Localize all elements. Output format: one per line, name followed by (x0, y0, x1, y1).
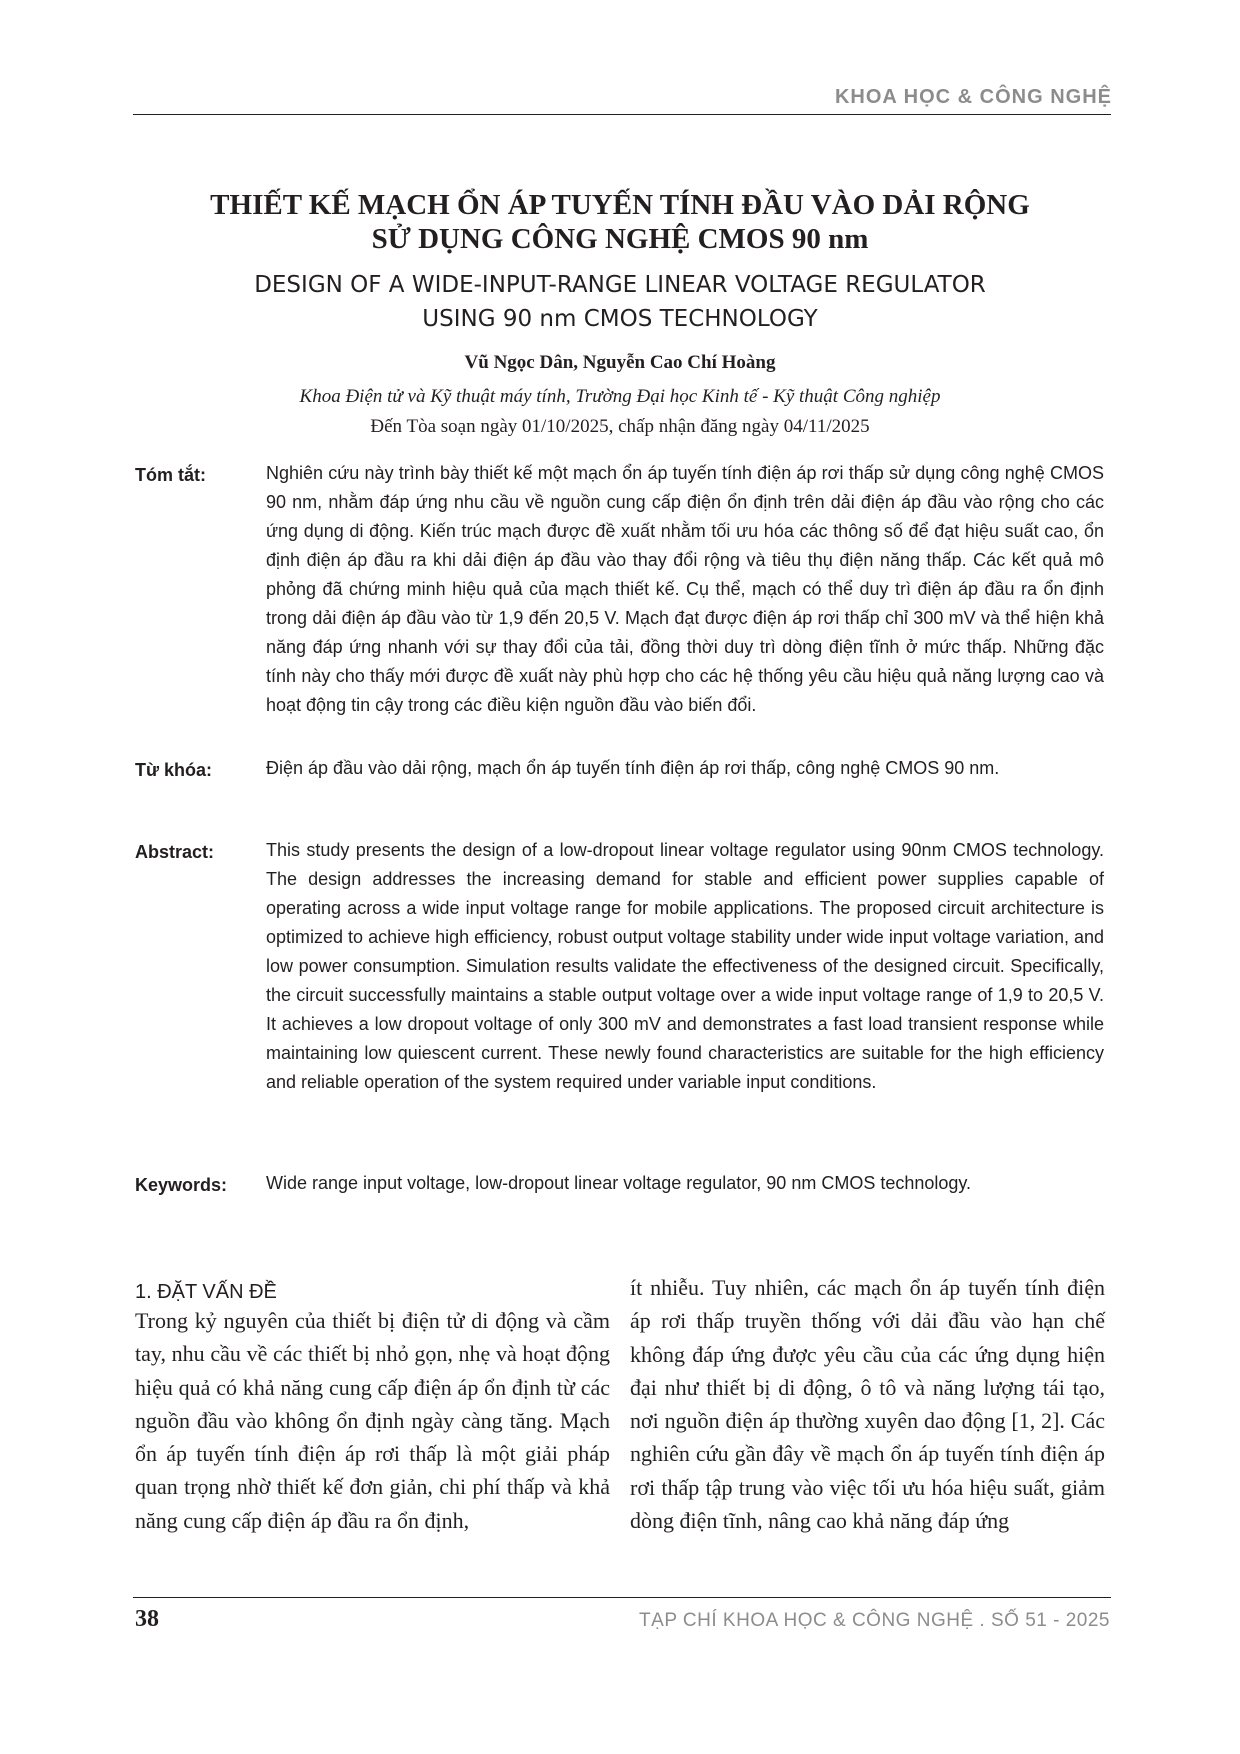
keywords-en-text: Wide range input voltage, low-dropout linear voltage regulator, 90 nm CMOS technology. (266, 1173, 972, 1193)
header-rule (133, 114, 1111, 115)
title-english (0, 268, 1240, 336)
submission-dates: Đến Tòa soạn ngày 01/10/2025, chấp nhận đăng ngày 04/11/2025 (370, 416, 870, 437)
keywords-vi-text: Điện áp đầu vào dải rộng, mạch ổn áp tuyến tính điện áp rơi thấp, công nghệ CMOS 90 nm. (266, 758, 1000, 778)
title-vi-line-1: THIẾT KẾ MẠCH ỔN ÁP TUYẾN TÍNH ĐẦU VÀO DẢI RỘNG (210, 189, 1030, 221)
abstract-text: This study presents the design of a low-dropout linear voltage regulator using 90nm CMOS technology. The design addresses the increasing demand for stable and efficient power supplies capable of operating across a wide input voltage range for mobile applications. The proposed circuit architecture is optimized to achieve high efficiency, robust output voltage stability under wide input voltage variation, and low power consumption. Simulation results validate the effectiveness of the designed circuit. Specifically, the circuit successfully maintains a stable output voltage over a wide input voltage range of 1,9 to 20,5 V. It achieves a low dropout voltage of only 300 mV and demonstrates a fast load transient response while maintaining low quiescent current. These newly found characteristics are suitable for the high efficiency and reliable operation of the system required under variable input conditions. (266, 840, 1104, 1092)
body-column-left: Trong kỷ nguyên của thiết bị điện tử di động và cầm tay, nhu cầu về các thiết bị nhỏ gọn, nhẹ và hoạt động hiệu quả có khả năng cung cấp điện áp ổn định từ các nguồn đầu vào không ổn định ngày càng tăng. Mạch ổn áp tuyến tính điện áp rơi thấp là một giải pháp quan trọng nhờ thiết kế đơn giản, chi phí thấp và khả năng cung cấp điện áp đầu ra ổn định, (135, 1308, 610, 1533)
summary-vi-label: Tóm tắt: (135, 465, 206, 485)
abstract-label: Abstract: (135, 842, 215, 862)
body-column-right: ít nhiễu. Tuy nhiên, các mạch ổn áp tuyến tính điện áp rơi thấp truyền thống với dải đầu vào hạn chế không đáp ứng được yêu cầu của các ứng dụng hiện đại như thiết bị di động, ô tô và năng lượng tái tạo, nơi nguồn điện áp thường xuyên dao động [1, 2]. Các nghiên cứu gần đây về mạch ổn áp tuyến tính điện áp rơi thấp tập trung vào việc tối ưu hóa hiệu suất, giảm dòng điện tĩnh, nâng cao khả năng đáp ứng (630, 1275, 1105, 1534)
authors: Vũ Ngọc Dân, Nguyễn Cao Chí Hoàng (464, 352, 776, 373)
title-en-line-1: DESIGN OF A WIDE-INPUT-RANGE LINEAR VOLTAGE REGULATOR (254, 272, 986, 298)
page-number: 38 (135, 1606, 159, 1632)
title-vietnamese (0, 188, 1240, 256)
footer-rule (133, 1597, 1111, 1598)
running-head: KHOA HỌC & CÔNG NGHỆ (834, 86, 1112, 108)
keywords-en-label: Keywords: (135, 1175, 228, 1195)
section-heading: 1. ĐẶT VẤN ĐỀ (135, 1281, 277, 1303)
affiliation: Khoa Điện tử và Kỹ thuật máy tính, Trường Đại học Kinh tế - Kỹ thuật Công nghiệp (299, 386, 941, 407)
summary-vi-text: Nghiên cứu này trình bày thiết kế một mạch ổn áp tuyến tính điện áp rơi thấp sử dụng công nghệ CMOS 90 nm, nhằm đáp ứng nhu cầu về nguồn cung cấp điện ổn định trên dải điện áp đầu vào rộng cho các ứng dụng di động. Kiến trúc mạch được đề xuất nhằm tối ưu hóa các thông số để đạt hiệu suất cao, ổn định điện áp đầu ra khi dải điện áp đầu vào thay đổi rộng và tiêu thụ điện năng thấp. Các kết quả mô phỏng đã chứng minh hiệu quả của mạch thiết kế. Cụ thể, mạch có thể duy trì điện áp đầu ra ổn định trong dải điện áp đầu vào từ 1,9 đến 20,5 V. Mạch đạt được điện áp rơi thấp chỉ 300 mV và thể hiện khả năng đáp ứng nhanh với sự thay đổi của tải, đồng thời duy trì dòng điện tĩnh ở mức thấp. Những đặc tính này cho thấy mới được đề xuất này phù hợp cho các hệ thống yêu cầu hiệu quả năng lượng cao và hoạt động tin cậy trong các điều kiện nguồn đầu vào biến đổi. (266, 463, 1104, 715)
title-en-line-2: USING 90 nm CMOS TECHNOLOGY (422, 306, 818, 332)
keywords-vi-label: Từ khóa: (135, 760, 213, 780)
title-vi-line-2: SỬ DỤNG CÔNG NGHỆ CMOS 90 nm (371, 223, 869, 255)
footer-journal: TẠP CHÍ KHOA HỌC & CÔNG NGHỆ . SỐ 51 - 2025 (639, 1610, 1110, 1631)
